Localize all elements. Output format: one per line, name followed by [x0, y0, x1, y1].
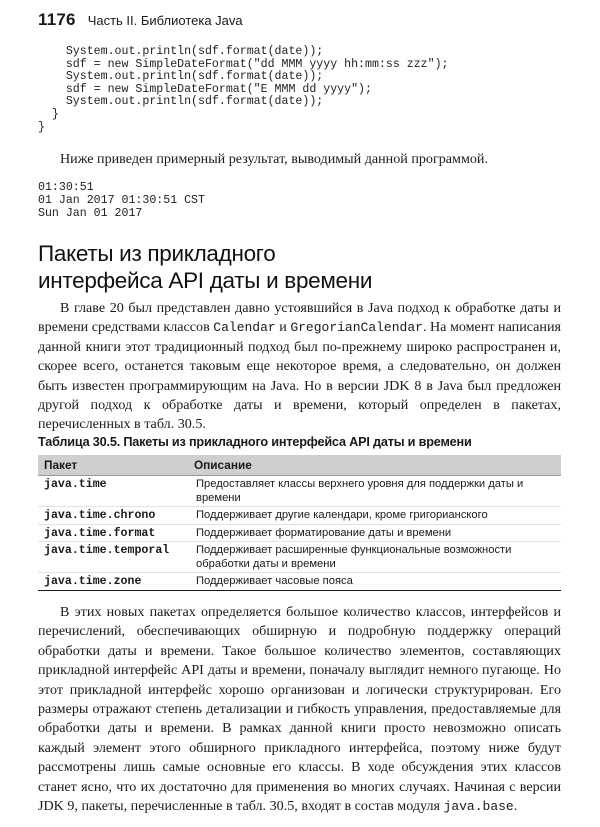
- column-header-description: Описание: [194, 458, 252, 472]
- section-heading-line: Пакеты из прикладного: [38, 241, 276, 266]
- code-line: }: [38, 120, 45, 134]
- code-line: sdf = new SimpleDateFormat("dd MMM yyyy hh:mm:ss zzz");: [38, 57, 449, 71]
- paragraph-text: В главе 20 был представлен давно устоявшийся в Java подход к обработке даты и времени средствами классов: [38, 300, 561, 336]
- inline-code-java-base: java.base: [443, 799, 514, 815]
- package-name: java.time: [44, 478, 107, 491]
- output-line: 01 Jan 2017 01:30:51 CST: [38, 194, 205, 208]
- output-line: 01:30:51: [38, 181, 94, 194]
- table-row: [38, 524, 561, 542]
- body-paragraph-2: [38, 603, 561, 816]
- package-description: Предоставляет классы верхнего уровня для поддержки даты и времени: [196, 478, 524, 504]
- code-line: }: [38, 107, 59, 121]
- inline-code-gregorian-calendar: GregorianCalendar: [290, 320, 423, 336]
- intro-paragraph: [38, 150, 561, 169]
- program-output: [38, 181, 568, 221]
- intro-sentence: Ниже приведен примерный результат, выводимый данной программой.: [60, 151, 488, 167]
- table-row: [38, 507, 561, 525]
- packages-table: [38, 455, 561, 591]
- paragraph-text: и: [275, 319, 291, 336]
- paragraph-text: . На момент написания данной книги этот традиционный подход был по-прежнему широко распространен и, скорее всего, останется таковым еще некоторое время, а следовательно, он должен быть известен программирующим на Java. Но в версии JDK 8 в Java был предложен другой подход к обработке даты и времени, который определен в пакетах, перечисленных в табл. 30.5.: [38, 319, 561, 433]
- section-heading-line: интерфейса API даты и времени: [38, 268, 373, 293]
- table-header-row: [38, 455, 561, 476]
- code-line: sdf = new SimpleDateFormat("E MMM dd yyyy");: [38, 82, 372, 96]
- paragraph-text: В этих новых пакетах определяется большое количество классов, интерфейсов и перечислений, обеспечивающих обширную и подробную поддержку операций обработки даты и времени. Такое большое количество элементов, составляющих прикладной интерфейс API даты и времени, поначалу выглядит немного пугающе. Но этот прикладной интерфейс хорошо организован и логически структурирован. Его размеры отражают степень детализации и гибкость управления, предоставляемые для обработки даты и времени. В рамках данной книги просто невозможно описать каждый элемент этого обширного прикладного интерфейса, поэтому ниже будут рассмотрены лишь самые основные его классы. В ходе обсуждения этих классов станет ясно, что их достаточно для применения во многих случаях. Начиная с версии JDK 9, пакеты, перечисленные в табл. 30.5, входят в состав модуля: [38, 604, 561, 815]
- code-line: System.out.println(sdf.format(date));: [38, 45, 324, 58]
- package-name: java.time.format: [44, 526, 156, 540]
- code-line: System.out.println(sdf.format(date));: [38, 70, 324, 84]
- column-header-package: Пакет: [44, 458, 78, 472]
- code-listing: [38, 46, 568, 134]
- table-caption: Таблица 30.5. Пакеты из прикладного интерфейса API даты и времени: [38, 435, 472, 449]
- running-head: [38, 10, 568, 32]
- page-number: 1176: [38, 10, 76, 29]
- package-name: java.time.temporal: [44, 544, 170, 557]
- package-description: Поддерживает часовые пояса: [196, 575, 353, 587]
- package-name: java.time.chrono: [44, 509, 156, 522]
- package-name: java.time.zone: [44, 575, 142, 588]
- package-description: Поддерживает другие календари, кроме григорианского: [196, 509, 488, 521]
- output-line: Sun Jan 01 2017: [38, 207, 143, 221]
- table-row: [38, 476, 561, 507]
- table-row: [38, 573, 561, 591]
- package-description: Поддерживает расширенные функциональные возможности обработки даты и времени: [196, 544, 512, 570]
- body-paragraph-1: [38, 299, 561, 435]
- code-line: System.out.println(sdf.format(date));: [38, 95, 324, 109]
- package-description: Поддерживает форматирование даты и времени: [196, 526, 452, 539]
- chapter-title: Часть II. Библиотека Java: [87, 13, 243, 28]
- inline-code-calendar: Calendar: [213, 320, 276, 336]
- paragraph-text: .: [513, 798, 518, 815]
- table-row: [38, 542, 561, 573]
- section-heading: [38, 240, 568, 294]
